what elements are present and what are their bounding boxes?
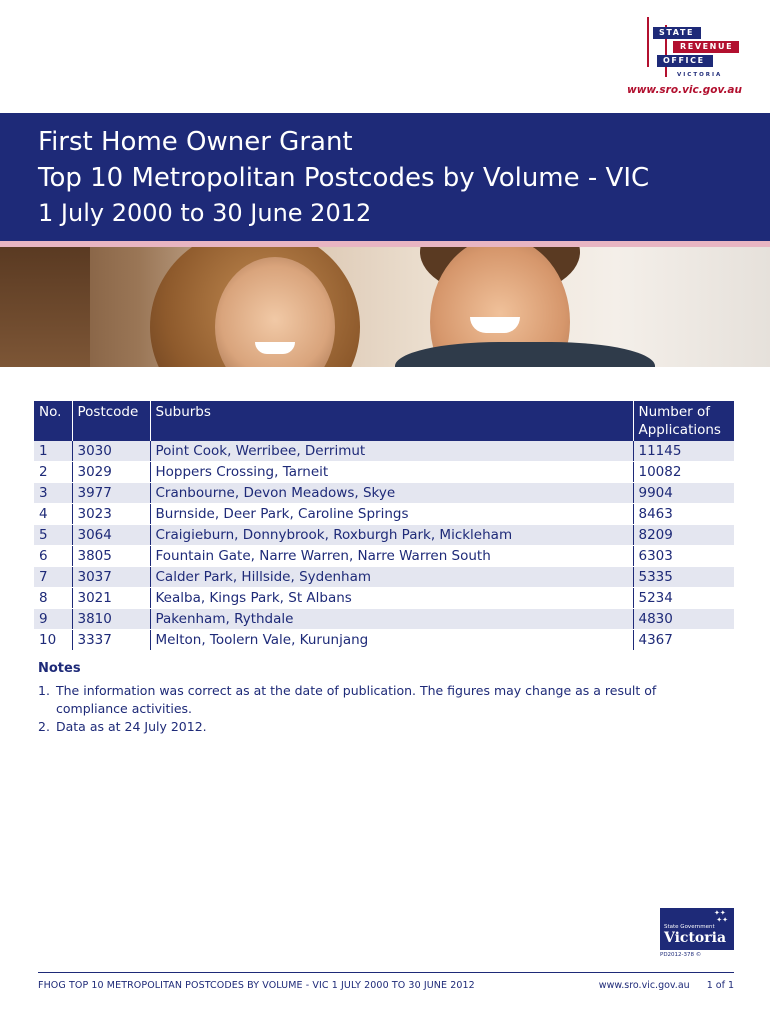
cell-suburbs: Kealba, Kings Park, St Albans	[150, 588, 633, 609]
gov-logo-name: Victoria	[664, 930, 727, 946]
cell-no: 1	[34, 441, 72, 462]
footer-document-title: FHOG TOP 10 METROPOLITAN POSTCODES BY VOLUME - VIC 1 JULY 2000 TO 30 JUNE 2012	[38, 980, 475, 991]
cell-suburbs: Hoppers Crossing, Tarneit	[150, 462, 633, 483]
hero-photo	[0, 247, 770, 367]
cell-no: 9	[34, 609, 72, 630]
cell-postcode: 3337	[72, 630, 150, 651]
gov-logo-small-text: State Government	[664, 924, 715, 930]
cell-suburbs: Calder Park, Hillside, Sydenham	[150, 567, 633, 588]
note-text: Data as at 24 July 2012.	[56, 719, 207, 734]
footer-divider	[38, 972, 734, 973]
cell-postcode: 3030	[72, 441, 150, 462]
cell-suburbs: Melton, Toolern Vale, Kurunjang	[150, 630, 633, 651]
header-no: No.	[34, 401, 72, 441]
page-title: First Home Owner Grant	[38, 127, 353, 157]
cell-applications: 5335	[633, 567, 734, 588]
cell-suburbs: Burnside, Deer Park, Caroline Springs	[150, 504, 633, 525]
document-code: PD2012-378 ©	[660, 952, 702, 958]
cell-postcode: 3021	[72, 588, 150, 609]
cell-applications: 10082	[633, 462, 734, 483]
table-row	[34, 630, 734, 651]
note-number: 1.	[38, 683, 50, 698]
cell-no: 2	[34, 462, 72, 483]
table-row	[34, 588, 734, 609]
page-number: 1 of 1	[706, 980, 734, 991]
cell-suburbs: Point Cook, Werribee, Derrimut	[150, 441, 633, 462]
photo-woman-smile	[255, 342, 295, 354]
table-row	[34, 441, 734, 462]
header-postcode: Postcode	[72, 401, 150, 441]
table-row	[34, 546, 734, 567]
cell-applications: 9904	[633, 483, 734, 504]
cell-applications: 5234	[633, 588, 734, 609]
postcodes-table	[34, 401, 734, 651]
cell-suburbs: Fountain Gate, Narre Warren, Narre Warren South	[150, 546, 633, 567]
cell-suburbs: Pakenham, Rythdale	[150, 609, 633, 630]
page-subtitle: Top 10 Metropolitan Postcodes by Volume - VIC	[38, 163, 650, 193]
cell-postcode: 3037	[72, 567, 150, 588]
cell-postcode: 3023	[72, 504, 150, 525]
header-applications: Number of Applications	[633, 401, 734, 441]
cell-no: 10	[34, 630, 72, 651]
sro-logo	[643, 17, 743, 79]
cell-no: 5	[34, 525, 72, 546]
cell-no: 6	[34, 546, 72, 567]
cell-applications: 4367	[633, 630, 734, 651]
logo-victoria: VICTORIA	[677, 72, 723, 78]
cell-applications: 8463	[633, 504, 734, 525]
logo-rule-vertical	[647, 17, 649, 67]
cell-postcode: 3029	[72, 462, 150, 483]
note-text: The information was correct as at the date of publication. The figures may change as a result of compliance activities.	[56, 683, 657, 716]
logo-state: STATE	[653, 27, 701, 39]
header-website-link[interactable]: www.sro.vic.gov.au	[627, 84, 742, 96]
cell-postcode: 3064	[72, 525, 150, 546]
table-row	[34, 483, 734, 504]
cell-suburbs: Cranbourne, Devon Meadows, Skye	[150, 483, 633, 504]
cell-no: 3	[34, 483, 72, 504]
notes-heading: Notes	[38, 661, 81, 676]
notes-section	[38, 660, 718, 736]
table-header-row	[34, 401, 734, 441]
cell-no: 4	[34, 504, 72, 525]
cell-postcode: 3977	[72, 483, 150, 504]
cell-postcode: 3805	[72, 546, 150, 567]
note-item	[38, 682, 718, 718]
table-row	[34, 462, 734, 483]
date-range: 1 July 2000 to 30 June 2012	[38, 199, 372, 227]
cell-suburbs: Craigieburn, Donnybrook, Roxburgh Park, Mickleham	[150, 525, 633, 546]
cell-no: 7	[34, 567, 72, 588]
table-row	[34, 609, 734, 630]
cell-applications: 6303	[633, 546, 734, 567]
southern-cross-icon: ✦✦ ✦✦	[714, 909, 728, 924]
footer-right	[599, 980, 734, 991]
title-banner	[0, 113, 770, 241]
header-suburbs: Suburbs	[150, 401, 633, 441]
footer-website-link[interactable]: www.sro.vic.gov.au	[598, 980, 690, 991]
cell-postcode: 3810	[72, 609, 150, 630]
note-item	[38, 718, 718, 736]
logo-office: OFFICE	[657, 55, 713, 67]
cell-no: 8	[34, 588, 72, 609]
cell-applications: 8209	[633, 525, 734, 546]
logo-revenue: REVENUE	[673, 41, 739, 53]
state-government-victoria-logo	[660, 908, 734, 950]
cell-applications: 11145	[633, 441, 734, 462]
photo-background-hair	[0, 247, 90, 367]
cell-applications: 4830	[633, 609, 734, 630]
table-row	[34, 504, 734, 525]
table-row	[34, 567, 734, 588]
note-number: 2.	[38, 719, 50, 734]
table-row	[34, 525, 734, 546]
